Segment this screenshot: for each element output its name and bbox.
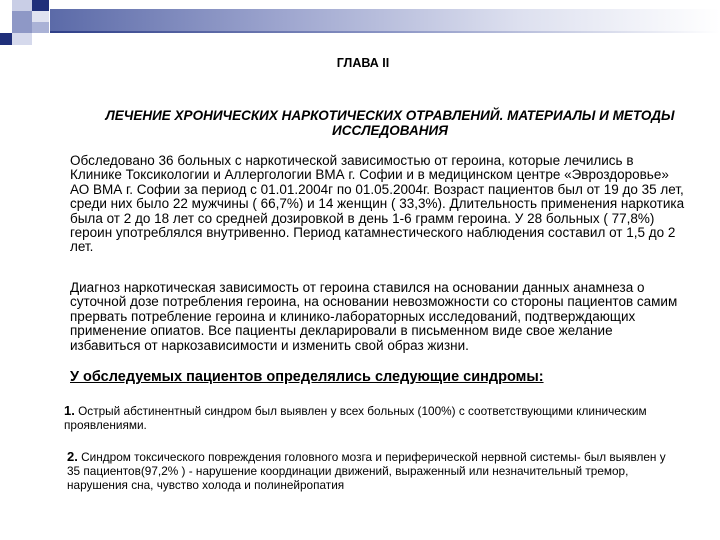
- list-item-text: Синдром токсического повреждения головного мозга и периферической нервной системы- был выявлен у 35 пациентов(97,2% ) - нарушение координации движений, выраженный или незначительный тремор, нарушения сна, чувство холода и полинейропатия: [67, 450, 666, 492]
- list-item-number: 1.: [64, 403, 75, 418]
- deco-square-light-2: [32, 11, 49, 22]
- list-item-1: [64, 404, 694, 432]
- list-item-2: [67, 450, 667, 492]
- deco-square-light-3: [12, 33, 32, 45]
- header-decoration: [0, 0, 720, 52]
- list-item-number: 2.: [67, 449, 78, 464]
- deco-square-light: [12, 0, 32, 11]
- deco-square-dark-2: [0, 33, 12, 45]
- list-item-text: Острый абстинентный синдром был выявлен у всех больных (100%) с соответствующими клиническим проявлениями.: [64, 404, 647, 432]
- chapter-title: ГЛАВА II: [336, 56, 390, 70]
- paragraph-1: Обследовано 36 больных с наркотической зависимостью от героина, которые лечились в Клинике Токсикологии и Аллергологии ВМА г. Софии и в медицинском центре «Эвроздоровье» АО ВМА г. Софии за период с 01.01.2004г по 01.05.2004г. Возраст пациентов был от 19 до 35 лет, среди них было 22 мужчины ( 66,7%) и 14 женщин ( 33,3%). Длительность применения наркотика была от 2 до 18 лет со средней дозировкой в день 1-6 грамм героина. У 28 больных ( 77,8%) героин употреблялся внутривенно. Период катамнестического наблюдения составил от 1,5 до 2 лет.: [70, 153, 685, 255]
- deco-square-mid: [12, 11, 32, 33]
- syndromes-subheading: У обследуемых пациентов определялись следующие синдромы:: [70, 369, 544, 385]
- deco-square-dark: [32, 0, 49, 11]
- section-heading: ЛЕЧЕНИЕ ХРОНИЧЕСКИХ НАРКОТИЧЕСКИХ ОТРАВЛЕНИЙ. МАТЕРИАЛЫ И МЕТОДЫ ИССЛЕДОВАНИЯ: [105, 108, 675, 138]
- paragraph-2: Диагноз наркотическая зависимость от героина ставился на основании данных анамнеза о суточной дозе потребления героина, на основании невозможности со стороны пациентов самим прервать потребление героина и клинико-лабораторных исследований, подтверждающих применение опиатов. Все пациенты декларировали в письменном виде свое желание избавиться от наркозависимости и изменить свой образ жизни.: [70, 280, 678, 353]
- deco-square-mid-2: [32, 22, 49, 33]
- header-gradient-bar: [50, 9, 720, 31]
- header-rule: [50, 31, 720, 33]
